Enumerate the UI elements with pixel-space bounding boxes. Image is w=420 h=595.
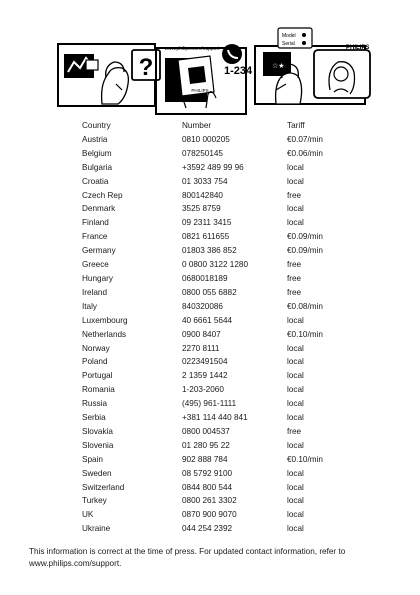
table-row	[82, 342, 347, 356]
cell-tariff: local	[287, 371, 304, 381]
question-mark: ?	[138, 54, 154, 81]
cell-number: 0844 800 544	[182, 482, 233, 492]
cell-country: Slovakia	[82, 426, 113, 436]
cell-number: 3525 8759	[182, 204, 221, 214]
table-row	[82, 467, 347, 481]
contact-table	[82, 119, 347, 536]
cell-country: Turkey	[82, 496, 107, 506]
table-row	[82, 272, 347, 286]
cell-country: Romania	[82, 385, 115, 395]
cell-country: Poland	[82, 357, 108, 367]
cell-tariff: local	[287, 399, 304, 409]
cell-number: 0810 000205	[182, 134, 230, 144]
cell-country: Finland	[82, 218, 109, 228]
svg-text:☆★: ☆★	[272, 62, 285, 70]
cell-tariff: local	[287, 510, 304, 520]
cell-country: Belgium	[82, 148, 112, 158]
cell-tariff: local	[287, 176, 304, 186]
cell-number: 800142840	[182, 190, 223, 200]
cell-country: France	[82, 232, 108, 242]
cell-country: Italy	[82, 301, 98, 311]
support-illustrations	[0, 0, 420, 118]
cell-country: Russia	[82, 399, 108, 409]
cell-number: 01 3033 754	[182, 176, 228, 186]
cell-tariff: local	[287, 343, 304, 353]
cell-tariff: local	[287, 524, 304, 534]
cell-number: 1-203-2060	[182, 385, 224, 395]
cell-tariff: €0.09/min	[287, 246, 323, 256]
table-row	[82, 216, 347, 230]
cell-country: Germany	[82, 246, 116, 256]
phone-icon	[222, 44, 242, 64]
cell-tariff: local	[287, 468, 304, 478]
header-tariff: Tariff	[287, 121, 305, 130]
cell-number: (495) 961-1111	[182, 399, 237, 409]
tag-serial-label: Serial	[282, 41, 295, 47]
cell-number: 0800 004537	[182, 426, 230, 436]
cell-tariff: local	[287, 204, 304, 214]
cell-number: 0223491504	[182, 357, 228, 367]
cell-country: Netherlands	[82, 329, 127, 339]
cell-country: Portugal	[82, 371, 113, 381]
cell-tariff: free	[287, 190, 302, 200]
brand-label: PHILIPS	[346, 45, 370, 51]
table-row	[82, 425, 347, 439]
table-row	[82, 189, 347, 203]
cell-tariff: €0.07/min	[287, 134, 323, 144]
cell-country: Ireland	[82, 287, 108, 297]
table-header-row	[82, 119, 347, 133]
table-row	[82, 522, 347, 536]
cell-number: 2 1359 1442	[182, 371, 228, 381]
cell-country: Switzerland	[82, 482, 125, 492]
cell-number: 078250145	[182, 148, 223, 158]
cell-tariff: local	[287, 218, 304, 228]
cell-number: 08 5792 9100	[182, 468, 233, 478]
cell-number: 0800 055 6882	[182, 287, 237, 297]
manual-brand-label: PHILIPS	[191, 88, 209, 93]
cell-country: Bulgaria	[82, 162, 113, 172]
footer-note: This information is correct at the time of press. For updated contact information, refer to www.philips.com/support.	[29, 547, 346, 568]
cell-tariff: local	[287, 440, 304, 450]
manual-phone-illustration	[156, 44, 253, 114]
table-row	[82, 383, 347, 397]
table-row	[82, 397, 347, 411]
cell-tariff: €0.10/min	[287, 329, 323, 339]
header-country: Country	[82, 121, 111, 130]
cell-tariff: €0.06/min	[287, 148, 323, 158]
cell-number: +381 114 440 841	[182, 413, 248, 423]
cell-tariff: free	[287, 287, 302, 297]
cell-country: Hungary	[82, 273, 113, 283]
cell-number: 01803 386 852	[182, 246, 237, 256]
cell-number: 01 280 95 22	[182, 440, 230, 450]
cell-number: 2270 8111	[182, 343, 220, 353]
cell-tariff: €0.09/min	[287, 232, 323, 242]
cell-tariff: local	[287, 482, 304, 492]
table-row	[82, 439, 347, 453]
cell-tariff: €0.10/min	[287, 454, 323, 464]
cell-country: Luxembourg	[82, 315, 128, 325]
table-row	[82, 494, 347, 508]
service-call-illustration	[255, 28, 370, 104]
cell-tariff: local	[287, 496, 304, 506]
table-row	[82, 314, 347, 328]
cell-tariff: local	[287, 315, 304, 325]
table-body	[82, 133, 347, 536]
cell-country: Ukraine	[82, 524, 111, 534]
table-row	[82, 147, 347, 161]
table-row	[82, 230, 347, 244]
cell-tariff: local	[287, 385, 304, 395]
cell-tariff: free	[287, 426, 302, 436]
cell-country: Slovenia	[82, 440, 114, 450]
cell-tariff: local	[287, 162, 304, 172]
table-row	[82, 355, 347, 369]
cell-country: Denmark	[82, 204, 116, 214]
cell-country: Czech Rep	[82, 190, 123, 200]
cell-number: 40 6661 5644	[182, 315, 233, 325]
table-row	[82, 161, 347, 175]
header-number: Number	[182, 121, 212, 130]
cell-country: Sweden	[82, 468, 112, 478]
table-row	[82, 175, 347, 189]
table-row	[82, 481, 347, 495]
tag-model-label: Model	[282, 33, 296, 39]
table-row	[82, 508, 347, 522]
support-url-caption: www.philips.com/support	[164, 46, 220, 52]
cell-number: 0680018189	[182, 273, 228, 283]
cell-tariff: local	[287, 413, 304, 423]
table-row	[82, 286, 347, 300]
cell-country: Serbia	[82, 413, 106, 423]
table-row	[82, 202, 347, 216]
table-row	[82, 453, 347, 467]
cell-tariff: local	[287, 357, 304, 367]
table-row	[82, 411, 347, 425]
cell-country: Spain	[82, 454, 103, 464]
table-row	[82, 244, 347, 258]
cell-tariff: free	[287, 260, 302, 270]
cell-number: +3592 489 99 96	[182, 162, 244, 172]
table-row	[82, 369, 347, 383]
cell-tariff: €0.08/min	[287, 301, 323, 311]
table-row	[82, 258, 347, 272]
cell-number: 0 0800 3122 1280	[182, 260, 249, 270]
cell-country: Norway	[82, 343, 110, 353]
cell-country: UK	[82, 510, 94, 520]
table-row	[82, 328, 347, 342]
cell-number: 09 2311 3415	[182, 218, 232, 228]
cell-country: Greece	[82, 260, 109, 270]
cell-number: 0821 611655	[182, 232, 230, 242]
cell-tariff: free	[287, 273, 302, 283]
support-phone-number: 1-234	[224, 65, 253, 77]
cell-number: 840320086	[182, 301, 223, 311]
cell-country: Croatia	[82, 176, 109, 186]
cell-number: 0800 261 3302	[182, 496, 237, 506]
cell-number: 0870 900 9070	[182, 510, 237, 520]
table-row	[82, 133, 347, 147]
cell-country: Austria	[82, 134, 108, 144]
cell-number: 0900 8407	[182, 329, 221, 339]
cell-number: 902 888 784	[182, 454, 228, 464]
table-row	[82, 300, 347, 314]
confused-user-illustration	[58, 44, 160, 106]
cell-number: 044 254 2392	[182, 524, 233, 534]
